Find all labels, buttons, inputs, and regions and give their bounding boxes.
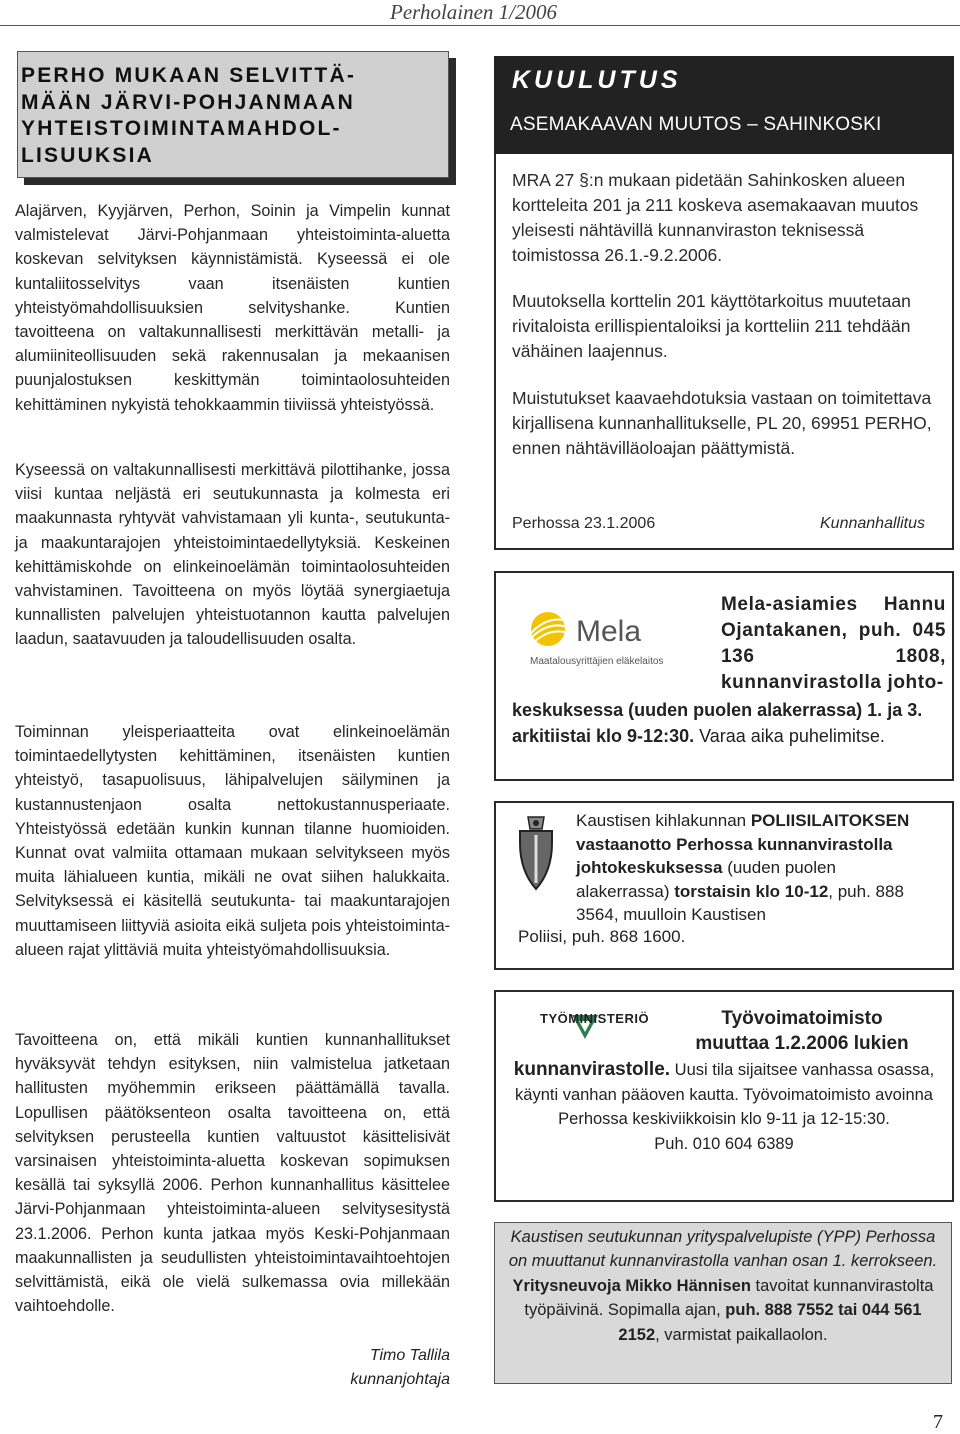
mela-body: keskuksessa (uuden puolen alakerrassa) 1. ja 3. arkitiistai klo 9-12:30. Varaa aika puhelimitse. <box>512 700 923 746</box>
article-title-line: MÄÄN JÄRVI-POHJANMAAN <box>21 90 355 114</box>
police-emblem-icon <box>512 813 560 893</box>
article-paragraph: Alajärven, Kyyjärven, Perhon, Soinin ja Vimpelin kunnat valmistelevat Järvi-Pohjanmaan yhteistoiminta-aluetta koskevan selvityksen käynnistämistä. Kyseessä ei ole kuntaliitosselvitys vaan itsenäisten kuntien yhteistyömahdollisuuksien selvityshanke. Kuntien tavoitteena on valtakunnallisesti merkittävän metalli- ja alumiiniteollisuuden sekä rakennusalan ja mekaanisen puunjalostuksen keskittymän toimintaolosuhteiden kehittäminen nykyistä tehokkaammin tiiviissä yhteistyössä. <box>15 202 450 414</box>
kuulutus-box <box>494 56 954 550</box>
tyo-headline: Työvoimatoimisto muuttaa 1.2.2006 lukien <box>695 1008 909 1054</box>
mela-logo-caption: Maatalousyrittäjien eläkelaitos <box>530 656 664 667</box>
page-header <box>0 0 960 24</box>
article-title-line: YHTEISTOIMINTAMAHDOL- <box>21 117 342 140</box>
mela-box <box>494 571 954 781</box>
kuulutus-paragraph: MRA 27 §:n mukaan pidetään Sahinkosken alueen kortteleita 201 ja 211 koskeva asemakaavan muutos yleisesti nähtävillä kunnanviraston teknisessä toimistossa 26.1.-9.2.2006. <box>512 170 919 265</box>
mela-headline: Mela-asiamies Hannu Ojantakanen, puh. 045 136 1808, kunnanvirastolla johto- <box>721 594 946 693</box>
kuulutus-paragraph: Muistutukset kaavaehdotuksia vastaan on toimitettava kirjallisena kunnanhallitukselle, PL 20, 69951 PERHO, ennen nähtävilläoloajan päättymistä. <box>512 388 932 458</box>
ypp-body: Kaustisen seutukunnan yrityspalvelupiste (YPP) Perhossa on muuttanut kunnanvirastolla vanhan osan 1. kerrokseen. Yritysneuvoja Mikko Hännisen tavoitat kunnanvirastolta työpäivinä. Sopimalla ajan, puh. 888 7552 tai 044 561 2152, varmistat paikallaolon. <box>508 1228 938 1344</box>
kuulutus-banner <box>494 56 954 154</box>
tyo-body: kunnanvirastolle. Uusi tila sijaitsee vanhassa osassa, käynti vanhan pääoven kautta. Työvoimatoimisto avoinna Perhossa keskiviikkoisin klo 9-11 ja 12-15:30. Puh. 010 604 6389 <box>513 1059 935 1153</box>
kuulutus-place-date: Perhossa 23.1.2006 <box>512 515 656 532</box>
police-phone: Poliisi, puh. 868 1600. <box>518 927 686 946</box>
article-paragraph: Toiminnan yleisperiaatteita ovat elinkeinoelämän toimintaedellytysten kehittäminen, itsenäisten kuntien yhteistyö, tasapuolisuus, lähipalvelujen säilyminen ja kustannustenjaon osalta nettokustannusperiaate. Yhteistyössä edetään kunkin kunnan tilanne huomioiden. Kunnat ovat valmiita ottamaan mukaan selvitykseen myös muita lähialueen kuntia, mikäli ne ovat siihen halukkaita. Selvityksessä ei käsitellä seutukunta- tai maakuntarajojen muuttamiseen liittyviä asioita eikä suljeta pois yhteistoiminta-alueen rajat ylittäviä muita yhteistyömahdollisuuksia. <box>15 723 450 959</box>
police-text: Kaustisen kihlakunnan POLIISILAITOKSEN vastaanotto Perhossa kunnanvirastolla johtokeskuksessa (uuden puolen alakerrassa) torstaisin klo 10-12, puh. 888 3564, muulloin Kaustisen <box>576 811 910 924</box>
article-title <box>18 52 448 169</box>
kuulutus-label: KUULUTUS <box>512 66 682 94</box>
tyo-box <box>494 990 954 1202</box>
article-paragraph: Tavoitteena on, että mikäli kuntien kunnanhallitukset hyväksyvät tehdyn esityksen, niin valmistelua jatketaan hallitusten myöhemmin erikseen päättämällä tavalla. Lopullisen päätöksenteon osalta tavoitteena on, että selvityksen perusteella kuntien valtuustot käsittelisivät varsinaisen yhteistoiminta-aluetta koskevan sopimuksen kesällä tai syksyllä 2006. Perhon kunnanhallitus käsittelee Järvi-Pohjanmaan yhteistoiminta-alueen selvitysesitystä 23.1.2006. Perhon kunta jatkaa myös Keski-Pohjanmaan maakunnallisten ja seudullisten yhteistoimintavaihtoehtojen selvittämistä, eikä ole vielä sulkemassa ovia millekään vaihtoehdolle. <box>15 1031 450 1316</box>
kuulutus-paragraph: Muutoksella korttelin 201 käyttötarkoitus muutetaan rivitaloista erillispientaloiksi ja kortteliin 211 tehdään vähäinen laajennus. <box>512 291 911 361</box>
article-title-line: PERHO MUKAAN SELVITTÄ- <box>21 64 357 87</box>
police-box <box>494 801 954 970</box>
article-title-line: LISUUKSIA <box>21 143 154 167</box>
ministry-logo-text: TYÖMINISTERIÖ <box>540 1011 650 1026</box>
article-title-box <box>17 51 449 178</box>
mela-logo-text: Mela <box>576 615 642 648</box>
kuulutus-signer: Kunnanhallitus <box>820 515 925 532</box>
kuulutus-subtitle: ASEMAKAAVAN MUUTOS – SAHINKOSKI <box>510 114 882 135</box>
signature-title: kunnanjohtaja <box>350 1371 450 1388</box>
page-number: 7 <box>933 1411 943 1433</box>
header-rule <box>0 25 960 26</box>
signature-name: Timo Tallila <box>369 1347 450 1364</box>
article-paragraph: Kyseessä on valtakunnallisesti merkittävä pilottihanke, jossa viisi kuntaa neljästä eri seutukunnasta ja kolmesta eri maakunnasta ryhtyvät vahvistamaan yli kunta-, seutukunta- ja maakuntarajojen yhteistoimintaedellytyksiä. Keskeinen kehittämiskohde on elinkeinoelämän toimintaolosuhteiden vahvistaminen. Tavoitteena on myös löytää synergiaetuja kunnallisten palvelujen yhteistuotannon kautta palvelujen laadun, saatavuuden ja taloudellisuuden osalta. <box>15 461 450 649</box>
publication-title: Perholainen 1/2006 <box>390 0 558 24</box>
ypp-box <box>494 1222 952 1384</box>
